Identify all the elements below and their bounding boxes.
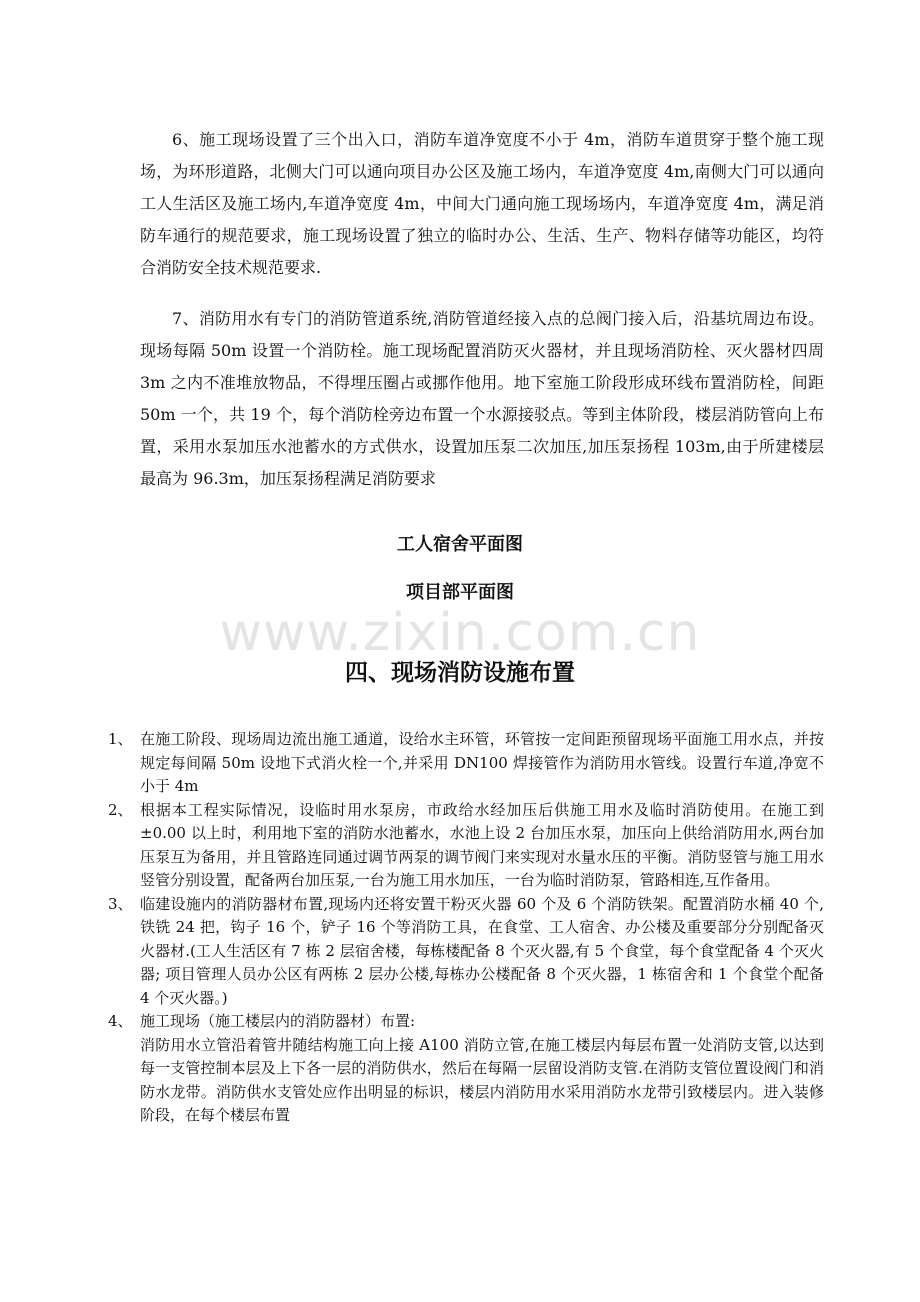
watermark: www.zixin.com.cn [219, 603, 701, 663]
list-item-text: 临建设施内的消防器材布置,现场内还将安置干粉灭火器 60 个及 6 个消防铁架。配置消防水桶 40 个,铁铣 24 把，钩子 16 个，铲子 16 个等消防工具，在食堂、工人宿舍、办公楼及重要部分分别配备灭火器材.(工人生活区有 7 栋 2 层宿舍楼，每栋楼配备 8 个灭火器,有 5 个食堂，每个食堂配备 4 个灭火器; 项目管理人员办公区有两栋 2 层办公楼,每栋办公楼配备 8 个灭火器，1 栋宿舍和 1 个食堂个配备 4 个灭火器。) [140, 894, 824, 1007]
list-item-number: 4、 [108, 1012, 133, 1030]
heading-dorm-plan: 工人宿舍平面图 [397, 534, 523, 555]
list-item [108, 1010, 824, 1128]
paragraph-7-text: 7、消防用水有专门的消防管道系统,消防管道经接入点的总阀门接入后，沿基坑周边布设。现场每隔 50m 设置一个消防栓。施工现场配置消防灭火器材，并且现场消防栓、灭火器材四周 3m 之内不准堆放物品，不得埋压圈占或挪作他用。地下室施工阶段形成环线布置消防栓，间距 50m 一个，共 19 个，每个消防栓旁边布置一个水源接驳点。等到主体阶段，楼层消防管向上布置，采用水泵加压水池蓄水的方式供水，设置加压泵二次加压,加压泵扬程 103m,由于所建楼层最高为 96.3m，加压泵扬程满足消防要求 [140, 309, 824, 488]
list-item-number: 1、 [108, 730, 133, 748]
list-item [108, 728, 824, 799]
list-item [108, 893, 824, 1011]
heading-section-four: 四、现场消防设施布置 [345, 660, 575, 686]
paragraph-7 [140, 303, 824, 495]
list-item [108, 799, 824, 893]
heading-project-plan: 项目部平面图 [406, 582, 514, 603]
list-item-text: 根据本工程实际情况，设临时用水泵房，市政给水经加压后供施工用水及临时消防使用。在施工到±0.00 以上时，利用地下室的消防水池蓄水，水池上设 2 台加压水泵，加压向上供给消防用水,两台加压泵互为备用，并且管路连同通过调节两泵的调节阀门来实现对水量水压的平衡。消防竖管与施工用水竖管分别设置，配备两台加压泵,一台为施工用水加压，一台为临时消防泵，管路相连,互作备用。 [140, 800, 824, 889]
paragraph-6-text: 6、施工现场设置了三个出入口，消防车道净宽度不小于 4m，消防车道贯穿于整个施工现场，为环形道路，北侧大门可以通向项目办公区及施工场内，车道净宽度 4m,南侧大门可以通向工人生活区及施工场内,车道净宽度 4m，中间大门通向施工现场场内，车道净宽度 4m，满足消防车通行的规范要求，施工现场设置了独立的临时办公、生活、生产、物料存储等功能区，均符合消防安全技术规范要求. [140, 130, 824, 277]
list-item-text: 施工现场（施工楼层内的消防器材）布置: 消防用水立管沿着管井随结构施工向上接 A100 消防立管,在施工楼层内每层布置一处消防支管,以达到每一支管控制本层及上下各一层的消防供水，然后在每隔一层留设消防支管.在消防支管位置设阀门和消防水龙带。消防供水支管处应作出明显的标识，楼层内消防用水采用消防水龙带引致楼层内。进入装修阶段，在每个楼层布置 [140, 1012, 824, 1124]
paragraph-6 [140, 124, 824, 284]
fire-facility-list [108, 728, 824, 1128]
list-item-text: 在施工阶段、现场周边流出施工通道，设给水主环管，环管按一定间距预留现场平面施工用水点，并按规定每间隔 50m 设地下式消火栓一个,并采用 DN100 焊接管作为消防用水管线。设置行车道,净宽不小于 4m [140, 730, 824, 795]
list-item-number: 2、 [108, 800, 133, 819]
list-item-number: 3、 [108, 894, 133, 913]
